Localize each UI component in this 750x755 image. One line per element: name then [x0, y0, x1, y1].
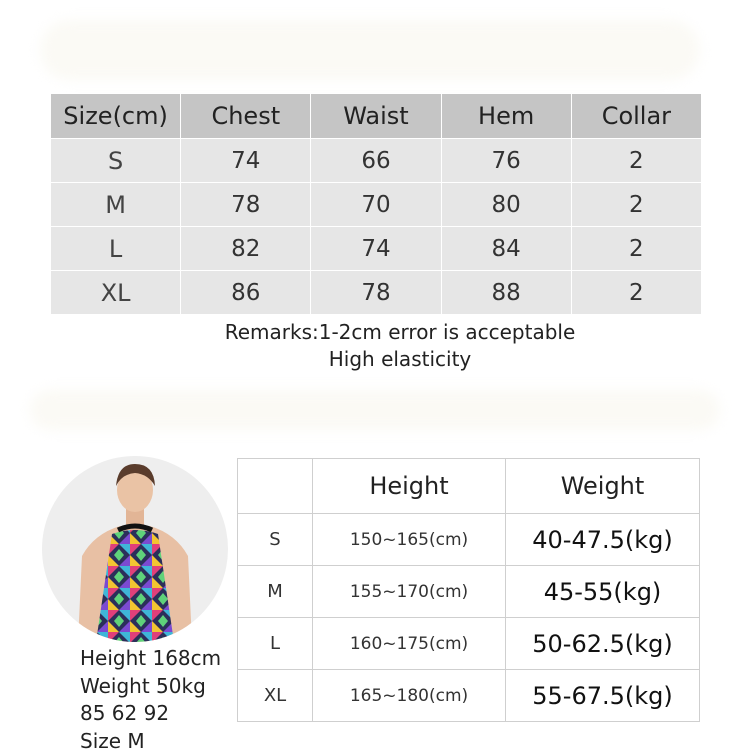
height-weight-table — [237, 458, 700, 722]
header-blank — [238, 459, 313, 514]
cell-height: 165~180(cm) — [313, 670, 506, 722]
cell-collar: 2 — [571, 139, 701, 183]
table-row — [51, 183, 702, 227]
header-weight: Weight — [506, 459, 700, 514]
model-measurements: 85 62 92 — [80, 701, 170, 725]
cell-chest: 74 — [181, 139, 311, 183]
model-size: Size M — [80, 728, 145, 753]
cell-height: 150~165(cm) — [313, 514, 506, 566]
cell-waist: 66 — [311, 139, 441, 183]
model-illustration — [42, 456, 228, 642]
cell-collar: 2 — [571, 271, 701, 315]
model-photo — [42, 456, 228, 642]
size-chart-header-row — [51, 94, 702, 139]
cell-collar: 2 — [571, 227, 701, 271]
cell-hem: 88 — [441, 271, 571, 315]
cell-weight: 55-67.5(kg) — [506, 670, 700, 722]
size-chart-table — [50, 93, 702, 315]
remarks-error: Remarks:1-2cm error is acceptable — [224, 320, 576, 344]
model-info — [80, 645, 221, 755]
cell-height: 160~175(cm) — [313, 618, 506, 670]
cell-weight: 40-47.5(kg) — [506, 514, 700, 566]
model-height: Height 168cm — [80, 646, 222, 670]
cell-hem: 76 — [441, 139, 571, 183]
cell-size: S — [51, 139, 181, 183]
table-row — [238, 618, 700, 670]
cell-waist: 74 — [311, 227, 441, 271]
cell-waist: 78 — [311, 271, 441, 315]
background-smudge — [40, 20, 700, 80]
cell-size: L — [51, 227, 181, 271]
cell-chest: 86 — [181, 271, 311, 315]
header-chest: Chest — [181, 94, 311, 139]
header-hem: Hem — [441, 94, 571, 139]
cell-collar: 2 — [571, 183, 701, 227]
header-waist: Waist — [311, 94, 441, 139]
cell-size: S — [238, 514, 313, 566]
header-height: Height — [313, 459, 506, 514]
table-row — [238, 566, 700, 618]
cell-size: L — [238, 618, 313, 670]
background-smudge — [30, 390, 720, 430]
cell-weight: 50-62.5(kg) — [506, 618, 700, 670]
cell-size: XL — [238, 670, 313, 722]
cell-waist: 70 — [311, 183, 441, 227]
cell-chest: 82 — [181, 227, 311, 271]
header-collar: Collar — [571, 94, 701, 139]
header-size: Size(cm) — [51, 94, 181, 139]
table-row — [51, 227, 702, 271]
cell-height: 155~170(cm) — [313, 566, 506, 618]
hw-header-row — [238, 459, 700, 514]
cell-chest: 78 — [181, 183, 311, 227]
table-row — [238, 514, 700, 566]
remarks-elasticity: High elasticity — [328, 347, 472, 371]
cell-hem: 84 — [441, 227, 571, 271]
model-weight: Weight 50kg — [80, 673, 206, 698]
cell-size: XL — [51, 271, 181, 315]
cell-size: M — [238, 566, 313, 618]
cell-hem: 80 — [441, 183, 571, 227]
cell-size: M — [51, 183, 181, 227]
table-row — [51, 139, 702, 183]
table-row — [238, 670, 700, 722]
cell-weight: 45-55(kg) — [506, 566, 700, 618]
table-row — [51, 271, 702, 315]
